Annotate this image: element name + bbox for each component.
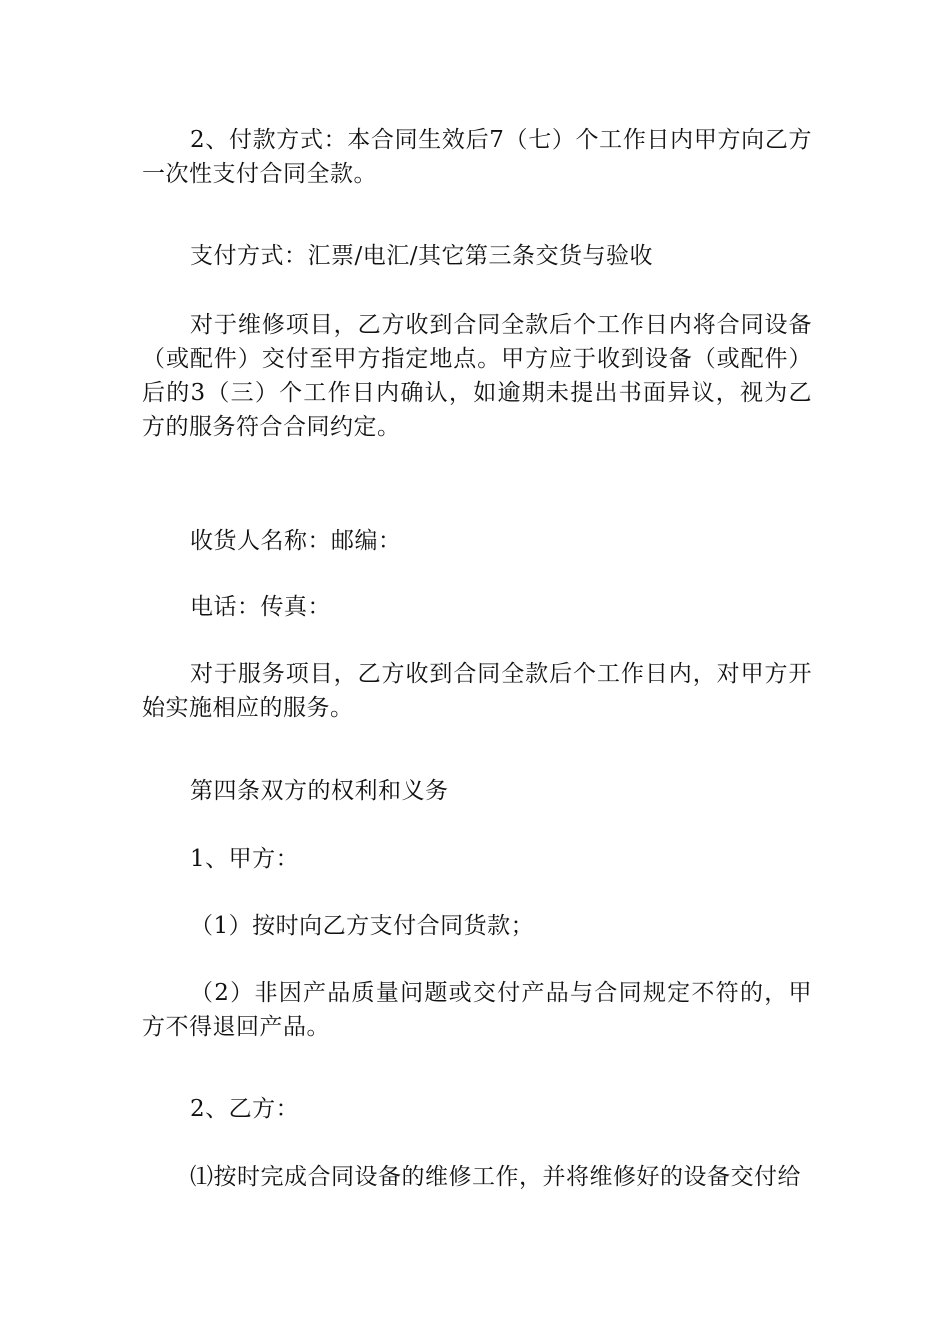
paragraph-consignee: 收货人名称：邮编： (190, 528, 402, 554)
paragraph-party-b: 2、乙方： (190, 1096, 300, 1122)
paragraph-party-b-item-1: ⑴按时完成合同设备的维修工作，并将维修好的设备交付给 (190, 1164, 801, 1190)
paragraph-party-a: 1、甲方： (190, 846, 300, 872)
paragraph-party-a-item-1: （1）按时向乙方支付合同货款； (190, 913, 535, 939)
paragraph-party-a-item-2: （2）非因产品质量问题或交付产品与合同规定不符的，甲方不得退回产品。 (142, 980, 812, 1040)
paragraph-service-items: 对于服务项目，乙方收到合同全款后个工作日内，对甲方开始实施相应的服务。 (142, 661, 812, 721)
paragraph-phone-fax: 电话：传真： (190, 594, 331, 620)
paragraph-repair-delivery: 对于维修项目，乙方收到合同全款后个工作日内将合同设备（或配件）交付至甲方指定地点。甲方应于收到设备（或配件）后的3（三）个工作日内确认，如逾期未提出书面异议，视为乙方的服务符合合同约定。 (142, 312, 812, 440)
section-heading-article-four: 第四条双方的权利和义务 (190, 778, 449, 804)
paragraph-payment-method: 2、付款方式：本合同生效后7（七）个工作日内甲方向乙方一次性支付合同全款。 (142, 127, 812, 187)
paragraph-payment-type: 支付方式：汇票/电汇/其它第三条交货与验收 (190, 243, 653, 269)
